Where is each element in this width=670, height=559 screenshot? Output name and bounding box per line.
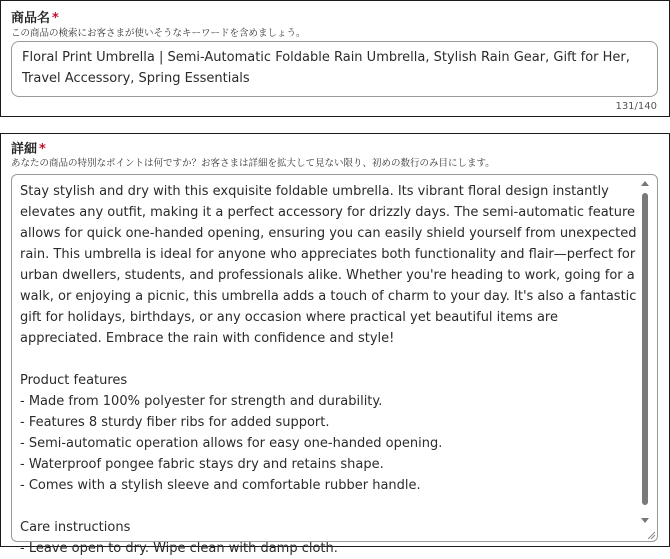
character-counter: 131/140 xyxy=(615,101,657,112)
scroll-down-icon[interactable] xyxy=(641,518,649,523)
resize-grip-icon[interactable] xyxy=(646,530,656,540)
scroll-up-icon[interactable] xyxy=(641,181,649,186)
scrollbar[interactable] xyxy=(639,179,651,537)
product-name-title-text: 商品名 xyxy=(11,11,51,26)
product-name-title xyxy=(11,7,59,26)
required-mark: * xyxy=(52,11,59,26)
product-name-section xyxy=(0,0,670,117)
description-section xyxy=(0,133,670,556)
product-name-hint: この商品の検索にお客さまが使いそうなキーワードを含めましょう。 xyxy=(11,28,306,39)
description-title-text: 詳細 xyxy=(11,142,38,157)
scrollbar-thumb[interactable] xyxy=(642,193,648,505)
description-value: Stay stylish and dry with this exquisite foldable umbrella. Its vibrant floral design instantly elevates any outfit, making it a perfect accessory for drizzly days. The semi-automatic feature allows for quick one-handed opening, ensuring you can easily shield yourself from unexpected rain. This umbrella is ideal for anyone who appreciates both functionality and flair—perfect for urban dwellers, students, and professionals alike. Whether you're heading to work, going for a walk, or enjoying a picnic, this umbrella adds a touch of charm to your day. It's also a fantastic gift for holidays, birthdays, or any occasion where practical yet beautiful items are appreciated. Embrace the rain with confidence and style! Product features - Made from 100% polyester for strength and durability. - Features 8 sturdy fiber ribs for added support. - Semi-automatic operation allows for easy one-handed opening. - Waterproof pongee fabric stays dry and retains shape. - Comes with a stylish sleeve and comfortable rubber handle. Care instructions - Leave open to dry. Wipe clean with damp cloth. xyxy=(20,184,637,556)
description-textarea[interactable] xyxy=(11,174,658,556)
description-hint: あなたの商品の特別なポイントは何ですか？お客さまは詳細を拡大して見ない限り、初めの数行のみ目にします。 xyxy=(11,158,495,169)
product-name-input[interactable] xyxy=(11,41,658,97)
product-name-value: Floral Print Umbrella | Semi-Automatic Foldable Rain Umbrella, Stylish Rain Gear, Gift for Her, Travel Accessory, Spring Essentials xyxy=(22,50,635,86)
required-mark: * xyxy=(39,142,46,157)
